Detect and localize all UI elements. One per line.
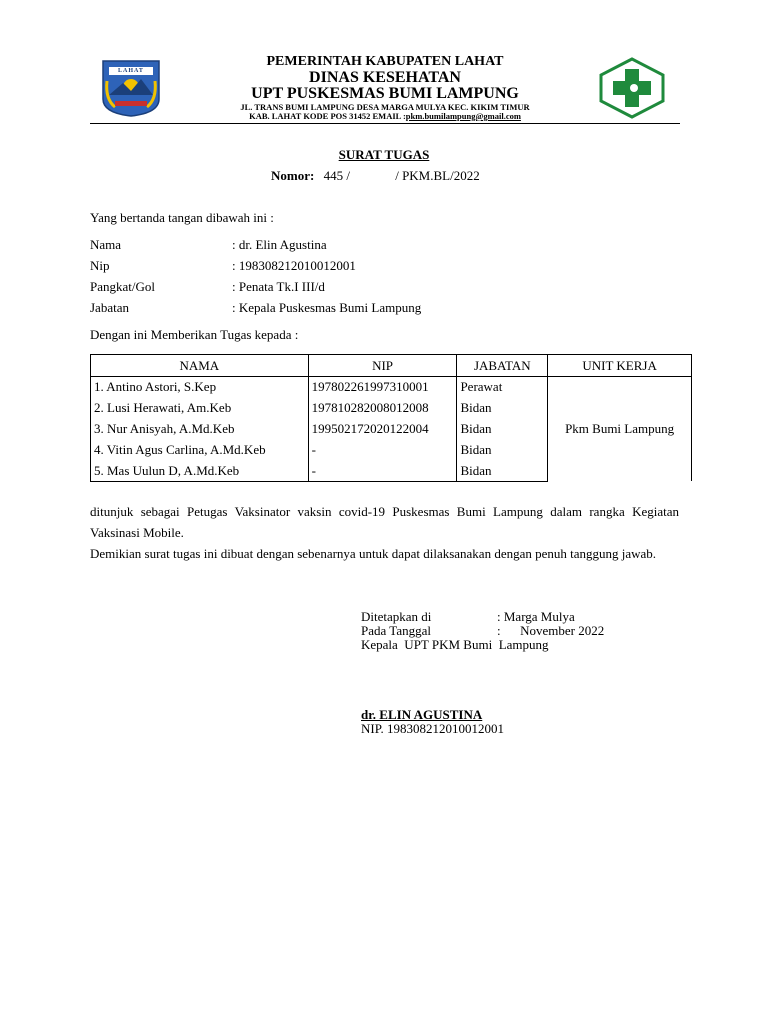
header-divider <box>90 123 680 124</box>
place-value: : Marga Mulya <box>497 609 575 624</box>
header-address-2 <box>160 112 610 121</box>
cell-nip: - <box>308 460 457 481</box>
place-label: Ditetapkan di <box>361 609 432 624</box>
field-value-nip: : 198308212010012001 <box>232 258 356 273</box>
column-header-nip: NIP <box>308 355 457 377</box>
signatory-name: dr. ELIN AGUSTINA <box>361 707 483 722</box>
body-paragraph-2: Demikian surat tugas ini dibuat dengan sebenarnya untuk dapat dilaksanakan dengan penuh tanggung jawab. <box>90 546 657 561</box>
nomor-label: Nomor: <box>271 168 315 183</box>
date-value: : November 2022 <box>497 623 605 638</box>
date-label: Pada Tanggal <box>361 623 431 638</box>
cell-jabatan: Bidan <box>457 398 548 419</box>
puskesmas-cross-logo-icon <box>598 57 666 119</box>
signatory-nip: NIP. 198308212010012001 <box>361 721 505 736</box>
field-value-nama: : dr. Elin Agustina <box>232 237 327 252</box>
cell-nip: 197810282008012008 <box>308 398 457 419</box>
cell-jabatan: Bidan <box>457 439 548 460</box>
header-line-3: UPT PUSKESMAS BUMI LAMPUNG <box>251 85 519 102</box>
cell-nip: - <box>308 439 457 460</box>
table-header-row <box>91 355 692 377</box>
table-row <box>91 377 692 398</box>
nomor-value: 445 / <box>323 168 350 183</box>
field-value-jabatan: : Kepala Puskesmas Bumi Lampung <box>232 300 422 315</box>
column-header-nama: NAMA <box>91 355 309 377</box>
header-address-1: JL. TRANS BUMI LAMPUNG DESA MARGA MULYA KEC. KIKIM TIMUR <box>240 102 530 112</box>
field-value-pangkat: : Penata Tk.I III/d <box>232 279 325 294</box>
column-header-jabatan: JABATAN <box>457 355 548 377</box>
cell-nama: 4. Vitin Agus Carlina, A.Md.Keb <box>91 439 309 460</box>
cell-unit-kerja: Pkm Bumi Lampung <box>548 377 692 482</box>
cell-nama: 5. Mas Uulun D, A.Md.Keb <box>91 460 309 481</box>
emblem-text: LAHAT <box>118 68 144 74</box>
field-label-jabatan: Jabatan <box>90 300 129 315</box>
header-email: pkm.bumilampung@gmail.com <box>405 111 521 121</box>
cell-nama: 1. Antino Astori, S.Kep <box>91 377 309 398</box>
cell-jabatan: Bidan <box>457 460 548 481</box>
assign-intro-text: Dengan ini Memberikan Tugas kepada : <box>90 327 299 342</box>
cell-jabatan: Bidan <box>457 419 548 440</box>
field-label-pangkat: Pangkat/Gol <box>90 279 155 294</box>
column-header-unit-kerja: UNIT KERJA <box>548 355 692 377</box>
cell-jabatan: Perawat <box>457 377 548 398</box>
document-number <box>271 168 480 184</box>
assignee-table <box>90 354 692 482</box>
document-title: SURAT TUGAS <box>338 147 430 162</box>
address-kode-pos: KAB. LAHAT KODE POS 31452 EMAIL : <box>249 111 406 121</box>
cell-nama: 3. Nur Anisyah, A.Md.Keb <box>91 419 309 440</box>
cell-nip: 199502172020122004 <box>308 419 457 440</box>
cell-nip: 197802261997310001 <box>308 377 457 398</box>
cell-nama: 2. Lusi Herawati, Am.Keb <box>91 398 309 419</box>
lahat-regency-emblem-icon <box>101 59 161 117</box>
header-line-2: DINAS KESEHATAN <box>309 69 461 86</box>
header-line-1: PEMERINTAH KABUPATEN LAHAT <box>266 54 504 69</box>
nomor-suffix: / PKM.BL/2022 <box>395 168 480 183</box>
intro-text: Yang bertanda tangan dibawah ini : <box>90 210 274 225</box>
body-paragraph-1: ditunjuk sebagai Petugas Vaksinator vaksin covid-19 Puskesmas Bumi Lampung dalam rangka Kegiatan Vaksinasi Mobile. <box>90 504 679 540</box>
field-label-nama: Nama <box>90 237 122 252</box>
field-label-nip: Nip <box>90 258 110 273</box>
signatory-position: Kepala UPT PKM Bumi Lampung <box>361 637 549 652</box>
